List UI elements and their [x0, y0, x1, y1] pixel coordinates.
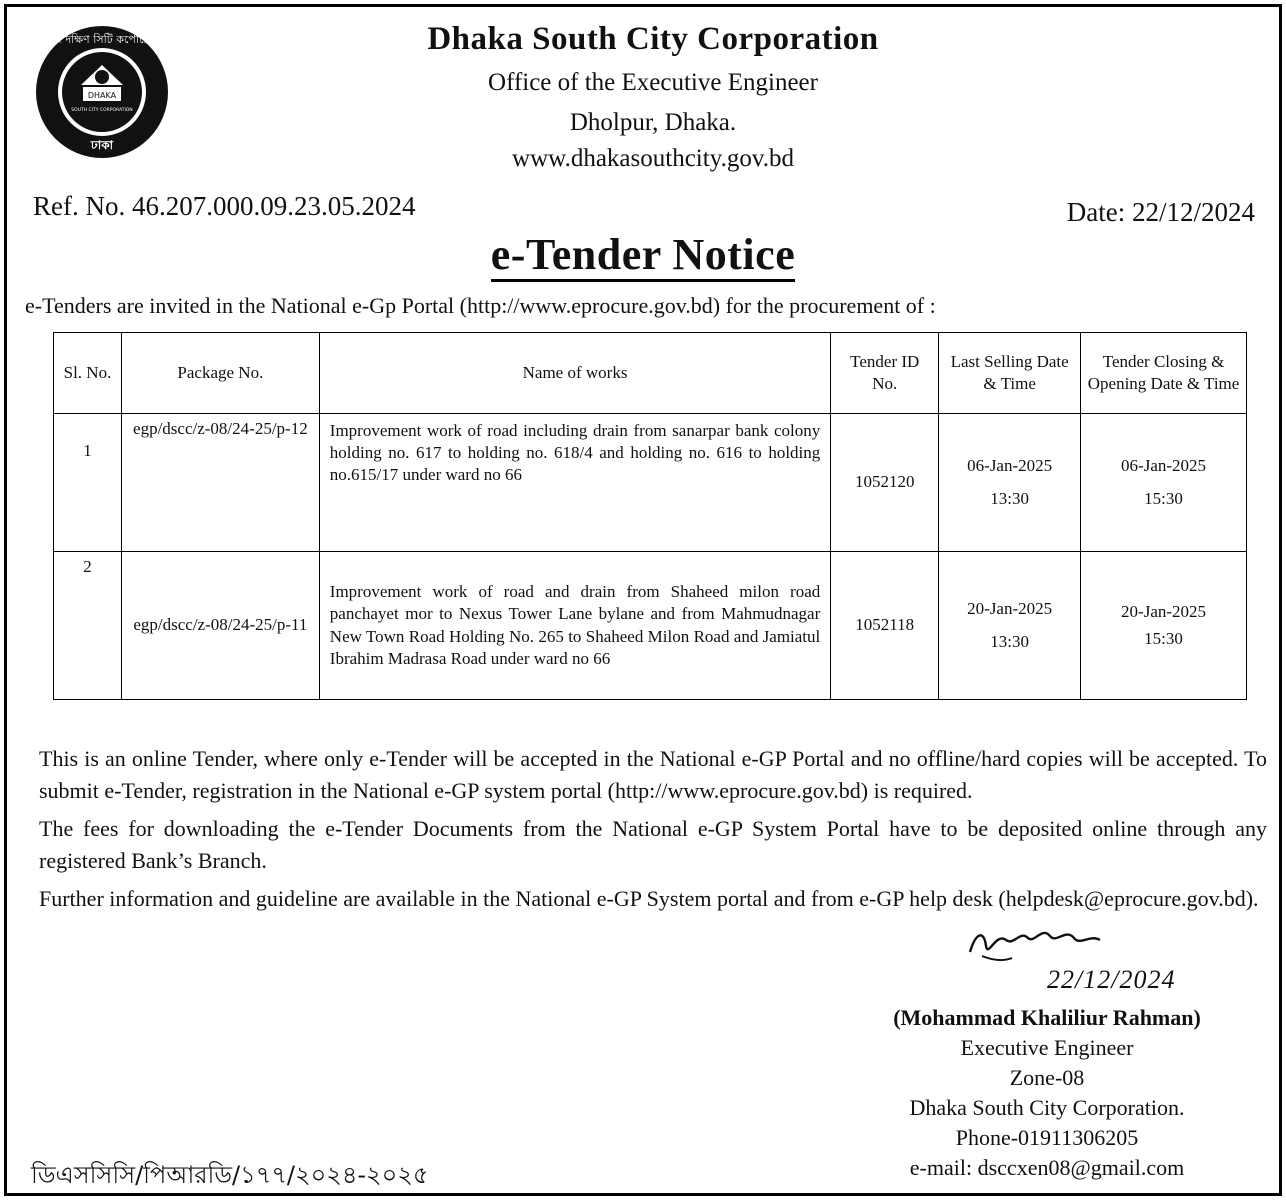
- notice-date: Date: 22/12/2024: [1066, 197, 1255, 227]
- cell-last-selling: 20-Jan-2025 13:30: [939, 552, 1081, 700]
- signatory-org: Dhaka South City Corporation.: [909, 1095, 1185, 1120]
- signature-scribble: [962, 912, 1112, 972]
- header-last-selling: Last Selling Date & Time: [939, 333, 1081, 414]
- office-heading: Office of the Executive Engineer: [488, 69, 818, 96]
- logo-center-text: DHAKA: [87, 91, 117, 100]
- header-tender-id: Tender ID No.: [831, 333, 939, 414]
- notice-title: [7, 229, 1279, 280]
- cell-tender-id: 1052120: [831, 414, 939, 552]
- paragraph-online-tender: This is an online Tender, where only e-Tender will be accepted in the National e-GP Portal and no offline/hard copies will be accepted. To submit e-Tender, registration in the National e-GP system portal (http://www.eprocure.gov.bd) is required.: [39, 746, 1267, 803]
- signatory-zone: Zone-08: [1009, 1065, 1085, 1090]
- header-name: Name of works: [319, 333, 830, 414]
- notice-page: [4, 4, 1282, 1196]
- org-heading: Dhaka South City Corporation: [427, 21, 879, 57]
- footer-code: ডিএসসিসি/পিআরডি/১৭৭/২০২৪-২০২৫: [31, 1161, 429, 1189]
- website-heading: www.dhakasouthcity.gov.bd: [512, 145, 794, 172]
- logo-bottom-text: ঢাকা: [90, 138, 114, 152]
- logo-top-text: ঢাকা দক্ষিণ সিটি কর্পোরেশন: [41, 33, 163, 46]
- reference-number: Ref. No. 46.207.000.09.23.05.2024: [33, 191, 416, 221]
- intro-text: e-Tenders are invited in the National e-Gp Portal (http://www.eprocure.gov.bd) for the procurement of :: [25, 293, 936, 318]
- signatory-name: (Mohammad Khaliliur Rahman): [893, 1005, 1201, 1030]
- logo-sub-text: SOUTH CITY CORPORATION: [71, 108, 133, 113]
- cell-name: Improvement work of road and drain from Shaheed milon road panchayet mor to Nexus Tower Lane bylane and from Mahmudnagar New Town Road Holding No. 265 to Shaheed Milon Road and Jamiatul Ibrahim Madrasa Road under ward no 66: [319, 552, 830, 700]
- table-row: [54, 414, 1247, 552]
- cell-sl: 2: [54, 552, 122, 700]
- paragraph-further-info: Further information and guideline are available in the National e-GP System portal and from e-GP help desk (helpdesk@eprocure.gov.bd).: [39, 886, 1259, 911]
- signature-date: 22/12/2024: [1047, 965, 1176, 994]
- table-row: [54, 552, 1247, 700]
- header-closing: Tender Closing & Opening Date & Time: [1081, 333, 1247, 414]
- tender-table: [53, 332, 1247, 700]
- signatory-email: e-mail: dsccxen08@gmail.com: [909, 1155, 1185, 1180]
- signatory-phone: Phone-01911306205: [955, 1125, 1139, 1150]
- cell-last-selling: 06-Jan-2025 13:30: [939, 414, 1081, 552]
- cell-closing: 06-Jan-2025 15:30: [1081, 414, 1247, 552]
- paragraph-fees: The fees for downloading the e-Tender Documents from the National e-GP System Portal have to be deposited online through any registered Bank’s Branch.: [39, 816, 1267, 873]
- table-header-row: [54, 333, 1247, 414]
- cell-sl: 1: [54, 414, 122, 552]
- cell-tender-id: 1052118: [831, 552, 939, 700]
- cell-package: egp/dscc/z-08/24-25/p-12: [121, 414, 319, 552]
- cell-name: Improvement work of road including drain from sanarpar bank colony holding no. 617 to holding no. 618/4 and holding no. 616 to holding no.615/17 under ward no 66: [319, 414, 830, 552]
- cell-closing: 20-Jan-2025 15:30: [1081, 552, 1247, 700]
- cell-package: egp/dscc/z-08/24-25/p-11: [121, 552, 319, 700]
- header-sl: Sl. No.: [54, 333, 122, 414]
- header-package: Package No.: [121, 333, 319, 414]
- signatory-designation: Executive Engineer: [960, 1035, 1134, 1060]
- notice-title-text: e-Tender Notice: [491, 230, 795, 282]
- location-heading: Dholpur, Dhaka.: [569, 109, 737, 136]
